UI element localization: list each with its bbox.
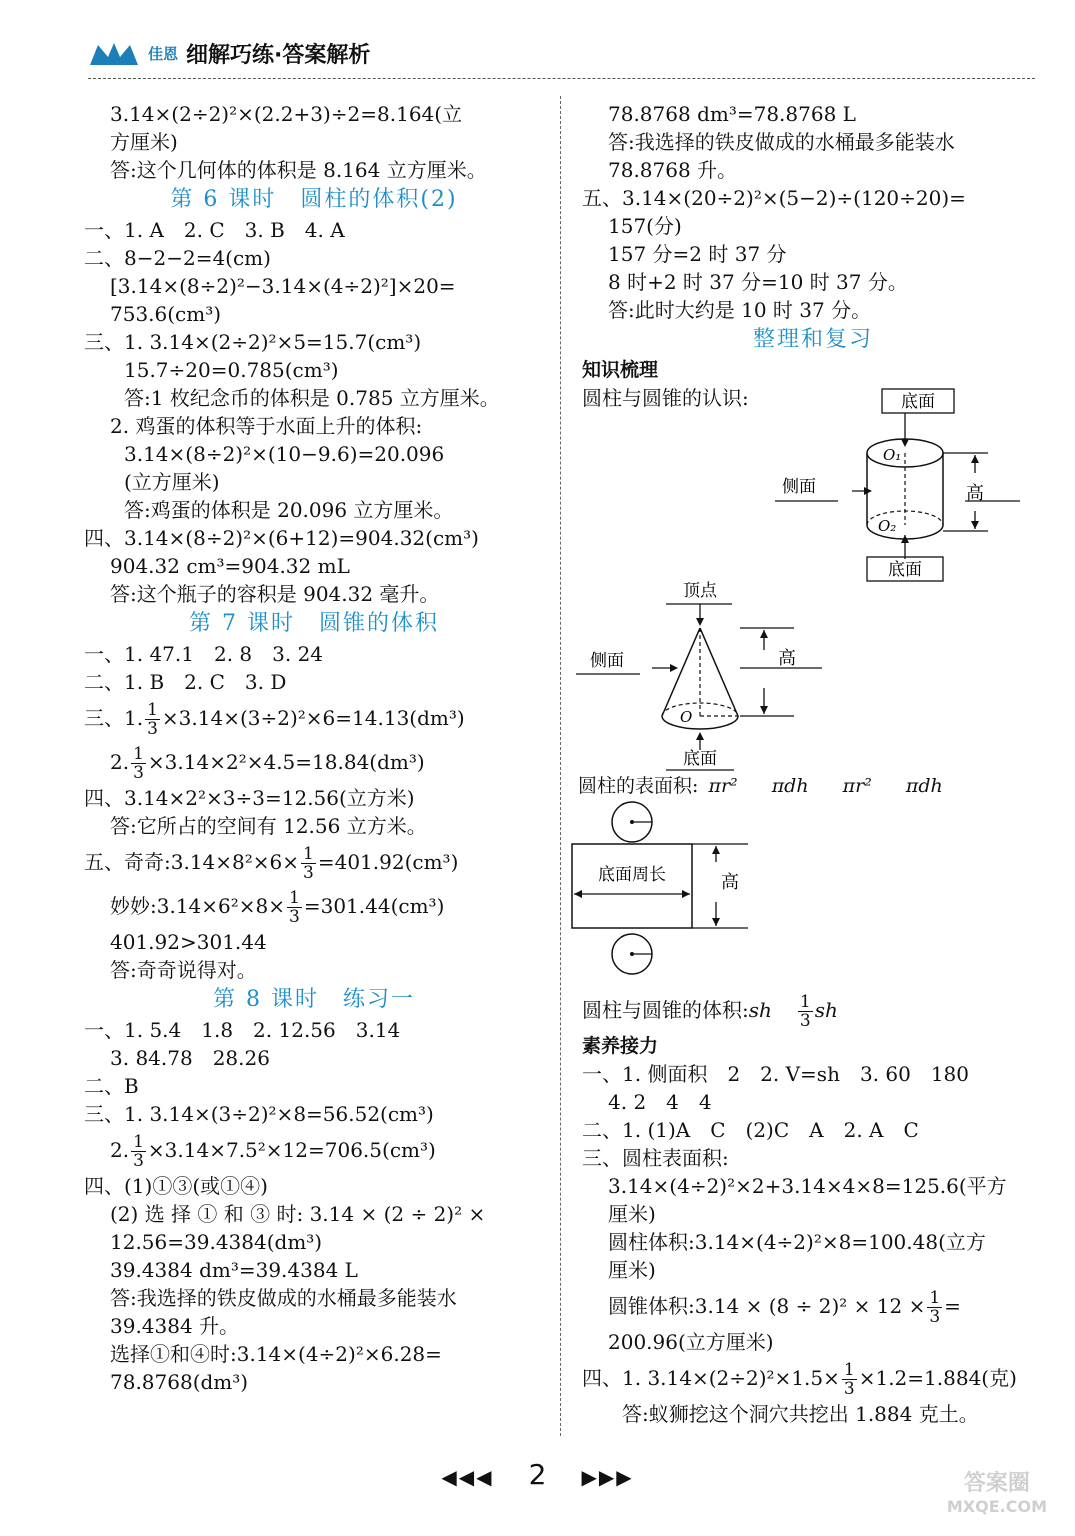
fraction: $\frac{1}{3}$ xyxy=(133,744,144,783)
answer-line: 三、1. 3.14×(3÷2)²×8=56.52(cm³) xyxy=(84,1102,434,1126)
watermark: 答案圈 MXQE.COM xyxy=(946,1471,1047,1516)
cylinder-height-label: 高 xyxy=(966,483,984,504)
cone-height-label: 高 xyxy=(778,648,796,669)
answer-line: 三、1. $\frac{1}{3}$ ×3.14×(3÷2)²×6=14.13(dm³) xyxy=(84,700,465,739)
subheading: 知识梳理 xyxy=(582,359,659,381)
page-header xyxy=(88,38,370,69)
answer-line: 401.92>301.44 xyxy=(110,930,267,954)
answer-line: [3.14×(8÷2)²−3.14×(4÷2)²]×20= xyxy=(110,274,456,298)
answer-line: 四、3.14×2²×3÷3=12.56(立方米) xyxy=(84,786,415,810)
answer-line: 四、3.14×(8÷2)²×(6+12)=904.32(cm³) xyxy=(84,526,479,550)
fraction: $\frac{1}{3}$ xyxy=(799,992,811,1031)
subheading: 素养接力 xyxy=(582,1035,659,1057)
answer-line: 厘米) xyxy=(608,1202,656,1226)
formula-term: πr² xyxy=(708,775,738,797)
cylinder-bottom-label: 底面 xyxy=(888,560,922,580)
answer-line: 答:鸡蛋的体积是 20.096 立方厘米。 xyxy=(124,498,454,522)
answer-line: 圆柱与圆锥的认识: xyxy=(582,386,749,410)
answer-line: 78.8768(dm³) xyxy=(110,1370,249,1394)
left-column xyxy=(84,100,544,1396)
formula-term: πdh xyxy=(905,775,943,797)
answer-line: 三、圆柱表面积: xyxy=(582,1146,729,1170)
answer-line: 3.14×(2÷2)²×(2.2+3)÷2=8.164(立 xyxy=(110,102,463,126)
answer-line: 答:此时大约是 10 时 37 分。 xyxy=(608,298,872,322)
formula-term: πdh xyxy=(771,775,809,797)
surface-area-label: 圆柱的表面积: xyxy=(578,775,699,797)
next-arrows-icon: ▶▶▶ xyxy=(581,1465,634,1489)
cone-side-label: 侧面 xyxy=(590,651,624,671)
formula-term: πr² xyxy=(842,775,872,797)
answer-line: 39.4384 dm³=39.4384 L xyxy=(110,1258,358,1282)
fraction: $\frac{1}{3}$ xyxy=(303,844,314,883)
header-title: 细解巧练·答案解析 xyxy=(186,43,371,68)
answer-line: 8 时+2 时 37 分=10 时 37 分。 xyxy=(608,270,908,294)
answer-line: 一、1. A 2. C 3. B 4. A xyxy=(84,218,345,242)
section-title: 整理和复习 xyxy=(752,327,873,352)
answer-line: 圆锥体积:3.14 × (8 ÷ 2)² × 12 × $\frac{1}{3}$ = xyxy=(608,1288,961,1327)
answer-line: 答:我选择的铁皮做成的水桶最多能装水 xyxy=(608,130,955,154)
answer-line: 157(分) xyxy=(608,214,682,238)
answer-line: 答:这个几何体的体积是 8.164 立方厘米。 xyxy=(110,158,487,182)
section-title: 第 8 课时 练习一 xyxy=(213,987,415,1012)
cone-center-label: O xyxy=(680,708,693,726)
answer-line: 3. 84.78 28.26 xyxy=(110,1046,270,1070)
cylinder-center-top: O₁ xyxy=(883,446,902,464)
page-footer xyxy=(0,1458,1075,1491)
answer-line: 答:蚁狮挖这个洞穴共挖出 1.884 克土。 xyxy=(622,1402,979,1426)
answer-line: 四、1. 3.14×(2÷2)²×1.5× $\frac{1}{3}$ ×1.2=1.884(克) xyxy=(582,1360,1017,1399)
cylinder-diagram xyxy=(770,385,1030,585)
answer-line: 2. 鸡蛋的体积等于水面上升的体积: xyxy=(110,414,423,438)
volume-formula: 圆柱与圆锥的体积:sh $\frac{1}{3}$ sh xyxy=(582,992,838,1031)
answer-line: 答:奇奇说得对。 xyxy=(110,958,257,982)
answer-line: 一、1. 47.1 2. 8 3. 24 xyxy=(84,642,324,666)
answer-line: 三、1. 3.14×(2÷2)²×5=15.7(cm³) xyxy=(84,330,422,354)
net-circumference-label: 底面周长 xyxy=(598,865,666,885)
fraction: $\frac{1}{3}$ xyxy=(147,700,158,739)
right-column xyxy=(582,100,1044,412)
answer-line: 五、奇奇:3.14×8²×6× $\frac{1}{3}$ =401.92(cm³) xyxy=(84,844,459,883)
answer-line: 二、B xyxy=(84,1074,139,1098)
header-divider xyxy=(88,78,1035,79)
book-logo-icon xyxy=(88,39,140,69)
page-number: 2 xyxy=(528,1458,547,1491)
prev-arrows-icon: ◀◀◀ xyxy=(441,1465,494,1489)
answer-line: 3.14×(8÷2)²×(10−9.6)=20.096 xyxy=(124,442,445,466)
cone-apex-label: 顶点 xyxy=(683,581,717,601)
answer-line: 39.4384 升。 xyxy=(110,1314,240,1338)
cylinder-side-label: 侧面 xyxy=(782,477,816,497)
answer-line: (2) 选 择 ① 和 ③ 时: 3.14 × (2 ÷ 2)² × xyxy=(110,1202,486,1226)
answer-line: 二、1. (1)A C (2)C A 2. A C xyxy=(582,1118,919,1142)
answer-line: 753.6(cm³) xyxy=(110,302,222,326)
answer-line: 一、1. 5.4 1.8 2. 12.56 3.14 xyxy=(84,1018,401,1042)
cone-bottom-label: 底面 xyxy=(683,749,717,769)
answer-line: 妙妙:3.14×6²×8× $\frac{1}{3}$ =301.44(cm³) xyxy=(110,888,445,927)
fraction: $\frac{1}{3}$ xyxy=(843,1360,855,1399)
answer-line: 方厘米) xyxy=(110,130,178,154)
answer-line: 78.8768 升。 xyxy=(608,158,738,182)
cylinder-net-diagram xyxy=(568,798,758,978)
column-divider xyxy=(560,96,561,1436)
cylinder-top-label: 底面 xyxy=(901,392,935,412)
answer-line: 15.7÷20=0.785(cm³) xyxy=(124,358,339,382)
answer-line: 答:它所占的空间有 12.56 立方米。 xyxy=(110,814,427,838)
section-title: 第 7 课时 圆锥的体积 xyxy=(189,611,439,636)
answer-line: 圆柱体积:3.14×(4÷2)²×8=100.48(立方 xyxy=(608,1230,986,1254)
answer-line: 答:这个瓶子的容积是 904.32 毫升。 xyxy=(110,582,440,606)
answer-line: 五、3.14×(20÷2)²×(5−2)÷(120÷20)= xyxy=(582,186,966,210)
answer-line: 二、8−2−2=4(cm) xyxy=(84,246,271,270)
cylinder-center-bottom: O₂ xyxy=(878,517,897,535)
net-rectangle xyxy=(572,844,692,928)
answer-line: (立方厘米) xyxy=(124,470,220,494)
answer-line: 2. $\frac{1}{3}$ ×3.14×7.5²×12=706.5(cm³) xyxy=(110,1132,436,1171)
answer-line: 2. $\frac{1}{3}$ ×3.14×2²×4.5=18.84(dm³) xyxy=(110,744,425,783)
answer-line: 12.56=39.4384(dm³) xyxy=(110,1230,323,1254)
answer-line: 二、1. B 2. C 3. D xyxy=(84,670,287,694)
fraction: $\frac{1}{3}$ xyxy=(289,888,300,927)
surface-area-formula xyxy=(578,772,943,800)
answer-line: 3.14×(4÷2)²×2+3.14×4×8=125.6(平方 xyxy=(608,1174,1007,1198)
fraction: $\frac{1}{3}$ xyxy=(929,1288,941,1327)
answer-line: 答:我选择的铁皮做成的水桶最多能装水 xyxy=(110,1286,457,1310)
answer-line: 厘米) xyxy=(608,1258,656,1282)
answer-line: 答:1 枚纪念币的体积是 0.785 立方厘米。 xyxy=(124,386,500,410)
answer-line: 904.32 cm³=904.32 mL xyxy=(110,554,350,578)
answer-line: 四、(1)①③(或①④) xyxy=(84,1174,268,1198)
net-height-label: 高 xyxy=(721,872,739,893)
section-title: 第 6 课时 圆柱的体积(2) xyxy=(170,187,458,212)
brand-name: 佳恩 xyxy=(148,45,179,63)
right-column-lower xyxy=(582,988,1044,1428)
answer-line: 一、1. 侧面积 2 2. V=sh 3. 60 180 xyxy=(582,1062,970,1086)
answer-line: 200.96(立方厘米) xyxy=(608,1330,774,1354)
answer-line: 选择①和④时:3.14×(4÷2)²×6.28= xyxy=(110,1342,442,1366)
answer-line: 78.8768 dm³=78.8768 L xyxy=(608,102,856,126)
cone-diagram xyxy=(572,576,832,772)
answer-line: 157 分=2 时 37 分 xyxy=(608,242,787,266)
answer-line: 4. 2 4 4 xyxy=(608,1090,712,1114)
fraction: $\frac{1}{3}$ xyxy=(133,1132,144,1171)
